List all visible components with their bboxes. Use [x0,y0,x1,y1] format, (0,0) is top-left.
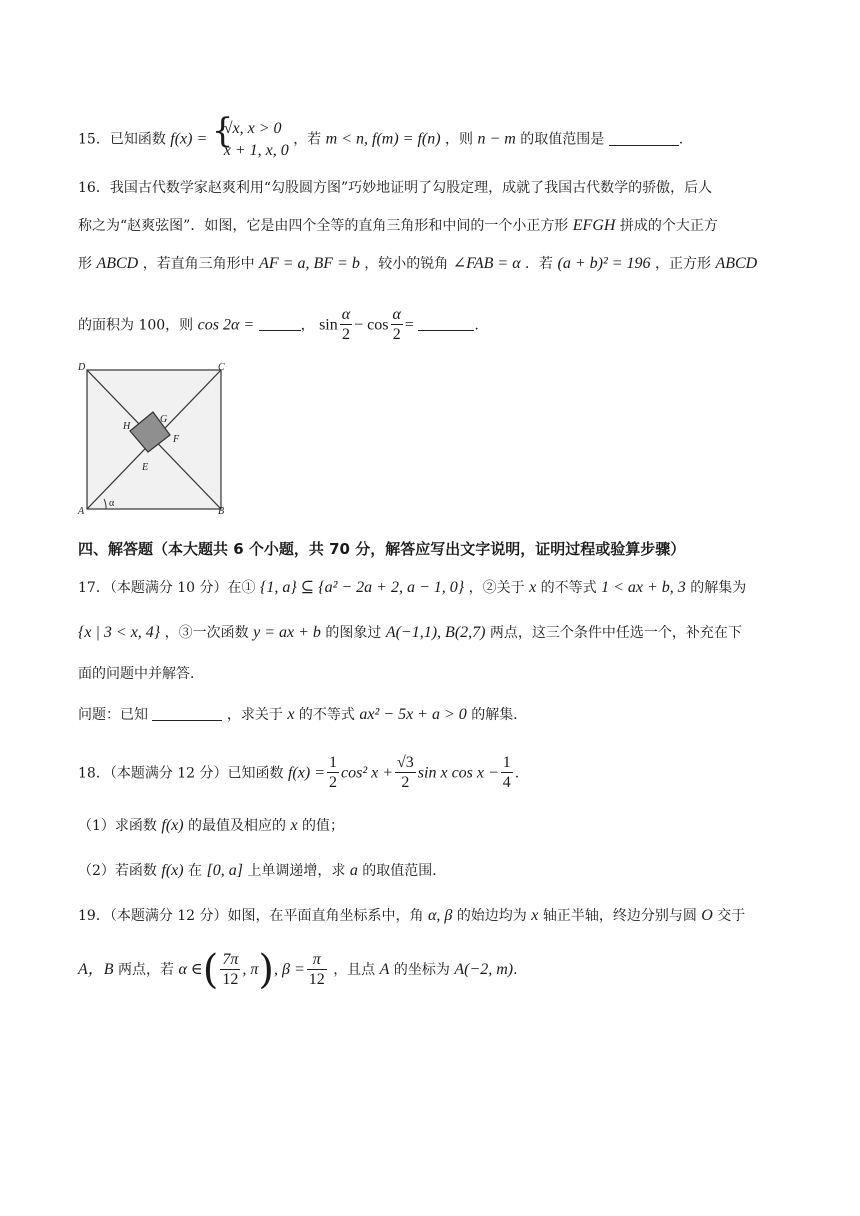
q18-var-a: a [349,862,358,879]
q19-var-x: x [531,907,539,924]
q18-fx: f(x) [161,817,184,834]
q17-set-condition: {1, a} ⊆ {a² − 2a + 2, a − 1, 0} [259,579,465,596]
q18-text: 的取值范围． [362,863,447,879]
q19-period: . [513,962,518,978]
q16-square-abcd: ABCD [96,255,139,272]
q16-sin: sin [319,316,338,334]
q19-text: 轴正半轴，终边分别与圆 [542,908,697,924]
fraction-7pi-over-12: $\frac{7\pi}{12}$ [222,950,239,989]
q16-equals: = [404,316,414,334]
label-h: H [123,421,131,432]
q17-points: A(−1,1), B(2,7) [385,624,486,641]
q17-text: 问题：已知 [78,707,148,723]
q15-text: ，若 [293,131,322,148]
q17-linear-function: y = ax + b [253,624,321,641]
q17-text: 的不等式 [540,580,597,596]
q18-text: （2）若函数 [78,863,157,879]
alpha-over-2: $\frac{\alpha}{2}$ [392,306,401,344]
q19-angles: α, β [427,907,453,924]
q16-angle: ∠FAB = α [452,255,521,272]
q18-text: （1）求函数 [78,818,157,834]
answer-blank[interactable] [152,706,222,721]
label-b: B [218,506,225,516]
q18-var-x: x [290,817,298,834]
q17-text: 17．（本题满分 10 分）在① [78,580,256,596]
section-4-title: 四、解答题（本大题共 6 个小题，共 70 分，解答应写出文字说明，证明过程或验算步骤） [78,540,686,558]
question-17-line-3: 面的问题中并解答． [78,666,204,682]
q19-circle-o: O [701,907,713,924]
q17-text: 的不等式 [298,707,355,723]
q19-pi: , π [242,961,259,978]
q17-var-x: x [287,706,295,723]
left-paren: ( [202,947,219,993]
q16-sides: AF = a, BF = b [259,255,360,272]
question-16-line-2 [78,218,718,234]
q16-square-abcd: ABCD [715,255,758,272]
q16-text: 的面积为 100，则 [78,317,194,334]
label-a: A [78,506,85,516]
q15-piecewise [211,111,289,161]
zhao-shuang-diagram [76,360,236,516]
q19-text: 19．（本题满分 12 分）如图，在平面直角坐标系中，角 [78,908,424,924]
q18-text: 上单调递增，求 [247,863,346,879]
q18-text: 的值； [302,818,345,834]
fraction-pi-over-12: $\frac{\pi}{12}$ [308,950,325,989]
fraction-one-half: $\frac{1}{2}$ [328,754,337,792]
q18-period: . [514,765,520,782]
question-18-line-1 [78,754,519,793]
question-16-line-1: 16．我国古代数学家赵爽利用“勾股圆方图”巧妙地证明了勾股定理，成就了我国古代数学的骄傲，后人 [78,180,713,196]
q19-text: ，且点 [333,962,376,978]
q19-text: 的始边均为 [456,908,527,924]
q18-text: 18．（本题满分 12 分）已知函数 [78,765,284,782]
q18-cos-squared: cos² x + [340,764,394,782]
question-17-line-4 [78,706,527,723]
q17-text: 的解集为 [690,580,747,596]
q19-text: 两点，若 [118,962,175,978]
question-16-line-4 [78,306,479,345]
q16-text: 形 [78,256,92,272]
q16-text: 拼成的个大正方 [619,218,718,234]
q19-points-ab: A，B [78,961,114,978]
label-f: F [173,434,180,445]
q18-text: 在 [188,863,203,879]
q15-period: . [678,131,684,148]
question-17-line-1 [78,580,746,596]
q15-piece-2: x + 1, x, 0 [223,141,289,159]
q18-fx: f(x) [161,862,184,879]
q16-square-efgh: EFGH [572,217,616,234]
q16-text: ，若直角三角形中 [142,256,255,272]
answer-blank[interactable] [609,131,679,146]
q17-inequality: 1 < ax + b, 3 [601,579,686,596]
q18-fx: f(x) = [287,764,325,782]
q15-expression: n − m [477,130,516,148]
q16-text: 称之为“赵爽弦图”．如图，它是由四个全等的直角三角形和中间的一个小正方形 [78,218,569,234]
answer-blank[interactable] [259,316,301,331]
q15-text: ，则 [445,131,473,148]
q19-coordinates: A(−2, m) [454,961,514,978]
q16-text: ，较小的锐角 [364,256,449,272]
label-e: E [142,462,149,473]
question-19-line-2 [78,947,518,993]
q15-condition: m < n, f(m) = f(n) [325,130,441,148]
q17-text: 的解集． [471,707,528,723]
q19-text: 的坐标为 [393,962,450,978]
q17-text: ，③一次函数 [164,625,249,641]
q15-fx: f(x) = [170,130,208,148]
label-alpha: α [109,498,115,509]
q17-var-x: x [529,579,537,596]
question-15 [78,111,684,161]
q18-text: 的最值及相应的 [188,818,287,834]
answer-blank[interactable] [418,316,474,331]
q16-text: ，正方形 [655,256,711,272]
q17-solution-set: {x | 3 < x, 4} [78,624,161,641]
right-paren: ) [258,947,274,993]
label-d: D [78,362,86,373]
q15-text: 的取值范围是 [520,131,605,148]
q17-text: 两点，这三个条件中任选一个，补充在下 [489,625,742,641]
q15-number: 15． [78,131,110,148]
q16-comma: ， [300,317,315,334]
fraction-sqrt3-over-2: $\frac{√3}{2}$ [397,754,414,792]
label-c: C [218,362,225,373]
q17-text: 的图象过 [325,625,382,641]
q19-point-a: A [379,961,390,978]
q16-cos2a: cos 2α = [197,316,255,334]
q18-interval: [0, a] [206,862,243,879]
q16-cos: − cos [354,316,389,334]
alpha-over-2: $\frac{\alpha}{2}$ [341,306,351,344]
label-g: G [160,414,168,425]
fraction-one-quarter: $\frac{1}{4}$ [502,754,511,792]
q18-sin-cos: sin x cos x − [417,764,499,782]
q15-text: 已知函数 [109,131,166,148]
q17-text: ，②关于 [468,580,525,596]
q16-text: ．若 [525,256,554,272]
question-17-line-2 [78,625,742,641]
question-16-line-3 [78,256,757,272]
brace-symbol: { [211,111,234,151]
q19-beta: , β = [273,961,305,978]
q17-text: ，求关于 [226,707,283,723]
question-19-line-1 [78,908,745,924]
question-18-part-1 [78,818,344,834]
question-18-part-2 [78,863,446,879]
q15-piece-1: √x, x > 0 [223,120,282,137]
q19-text: 交于 [717,908,746,924]
q17-quadratic-inequality: ax² − 5x + a > 0 [359,706,467,723]
q16-sum-square: (a + b)² = 196 [557,255,651,272]
q19-alpha-in: α ∈ [178,961,203,978]
q16-period: . [474,317,479,334]
